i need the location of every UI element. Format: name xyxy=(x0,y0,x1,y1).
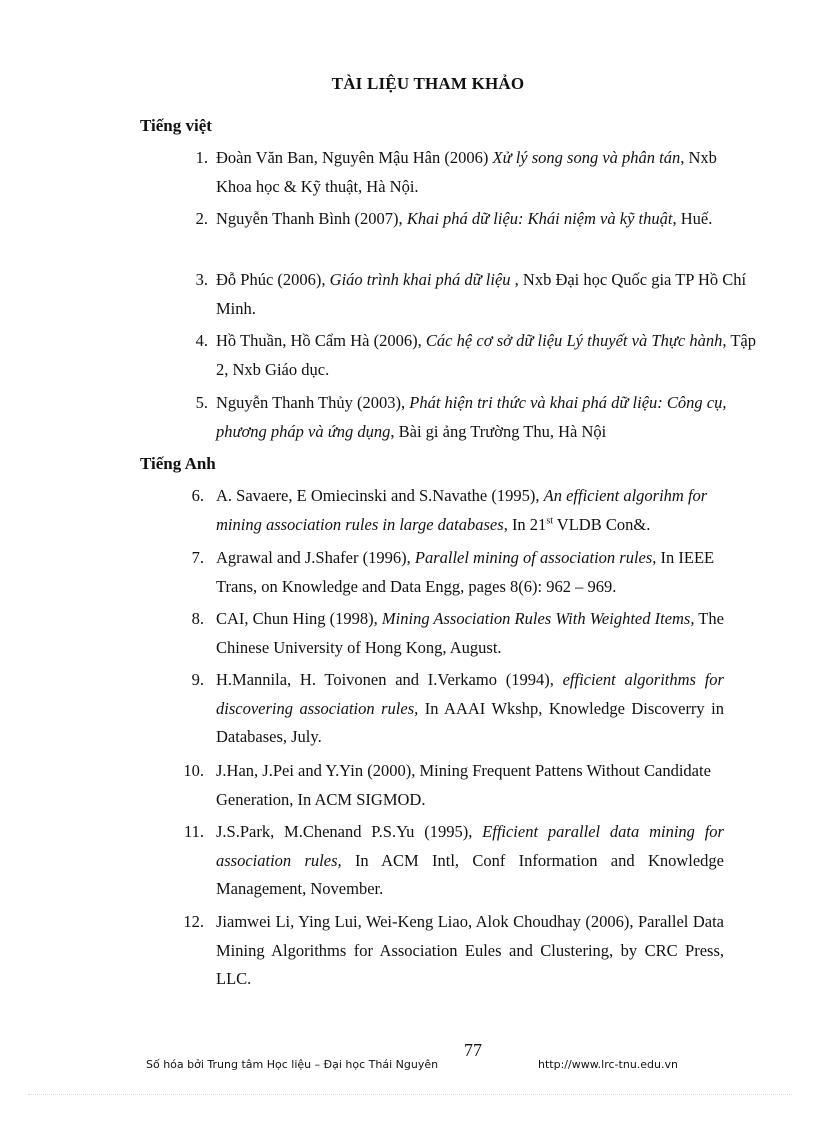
reference-number: 10. xyxy=(183,761,204,780)
reference-text: J.Han, J.Pei and Y.Yin (2000), Mining Frequent Pattens Without Candidate Generation, In ACM SIGMOD. xyxy=(216,761,711,809)
reference-number: 6. xyxy=(191,486,204,505)
reference-text: A. Savaere, E Omiecinski and S.Navathe (1995), An efficient algorihm for mining association rules in large databases, In 21st VLDB Con&. xyxy=(216,486,708,534)
footer-url: http://www.lrc-tnu.edu.vn xyxy=(538,1058,678,1071)
page-bottom-divider xyxy=(28,1094,792,1095)
footer-source-text: Số hóa bởi Trung tâm Học liệu – Đại học Thái Nguyên xyxy=(146,1058,439,1071)
reference-number: 3. xyxy=(195,270,208,289)
reference-text: Nguyễn Thanh Bình (2007), Khai phá dữ liệu: Khái niệm và kỹ thuật, Huế. xyxy=(216,209,713,228)
reference-number: 12. xyxy=(183,912,204,931)
reference-number: 1. xyxy=(195,148,208,167)
reference-item xyxy=(178,818,738,906)
reference-item xyxy=(178,605,738,663)
reference-text: Đoàn Văn Ban, Nguyên Mậu Hân (2006) Xử lý song song và phân tán, Nxb Khoa học & Kỹ thuật, Hà Nội. xyxy=(216,148,717,196)
reference-text: CAI, Chun Hing (1998), Mining Association Rules With Weighted Items, The Chinese University of Hong Kong, August. xyxy=(216,609,724,657)
reference-text: J.S.Park, M.Chenand P.S.Yu (1995), Efficient parallel data mining for association rules, In ACM Intl, Conf Information and Knowledge Management, November. xyxy=(216,822,725,898)
reference-number: 4. xyxy=(195,331,208,350)
section-heading-vietnamese: Tiếng việt xyxy=(140,116,212,135)
reference-number: 11. xyxy=(183,822,204,841)
section-heading-english: Tiếng Anh xyxy=(140,454,216,473)
reference-item xyxy=(182,389,762,447)
reference-text: Agrawal and J.Shafer (1996), Parallel mining of association rules, In IEEE Trans, on Knowledge and Data Engg, pages 8(6): 962 – 969. xyxy=(216,548,715,596)
reference-number: 2. xyxy=(195,209,208,228)
reference-item xyxy=(178,482,738,540)
reference-number: 8. xyxy=(191,609,204,628)
page-number: 77 xyxy=(464,1040,482,1060)
page-title: TÀI LIỆU THAM KHẢO xyxy=(331,74,525,93)
reference-item xyxy=(182,205,762,263)
reference-item xyxy=(178,757,738,815)
reference-number: 5. xyxy=(195,393,208,412)
reference-item xyxy=(182,266,762,324)
reference-item xyxy=(182,327,762,385)
reference-number: 7. xyxy=(191,548,204,567)
reference-text: H.Mannila, H. Toivonen and I.Verkamo (1994), efficient algorithms for discovering association rules, In AAAI Wkshp, Knowledge Discoverry in Databases, July. xyxy=(216,670,724,746)
reference-item xyxy=(178,544,738,602)
reference-item xyxy=(178,666,738,754)
reference-item xyxy=(178,908,738,996)
reference-text: Nguyễn Thanh Thủy (2003), Phát hiện tri thức và khai phá dữ liệu: Công cụ, phương pháp và ứng dụng, Bài gi ảng Trường Thu, Hà Nội xyxy=(216,393,727,441)
reference-item xyxy=(182,144,762,202)
reference-text: Hồ Thuần, Hồ Cẩm Hà (2006), Các hệ cơ sở dữ liệu Lý thuyết và Thực hành, Tập 2, Nxb Giáo dục. xyxy=(216,331,757,379)
reference-number: 9. xyxy=(191,670,204,689)
reference-text: Jiamwei Li, Ying Lui, Wei-Keng Liao, Alok Choudhay (2006), Parallel Data Mining Algorithms for Association Eules and Clustering, by CRC Press, LLC. xyxy=(216,912,724,988)
reference-text: Đỗ Phúc (2006), Giáo trình khai phá dữ liệu , Nxb Đại học Quốc gia TP Hồ Chí Minh. xyxy=(216,270,747,318)
